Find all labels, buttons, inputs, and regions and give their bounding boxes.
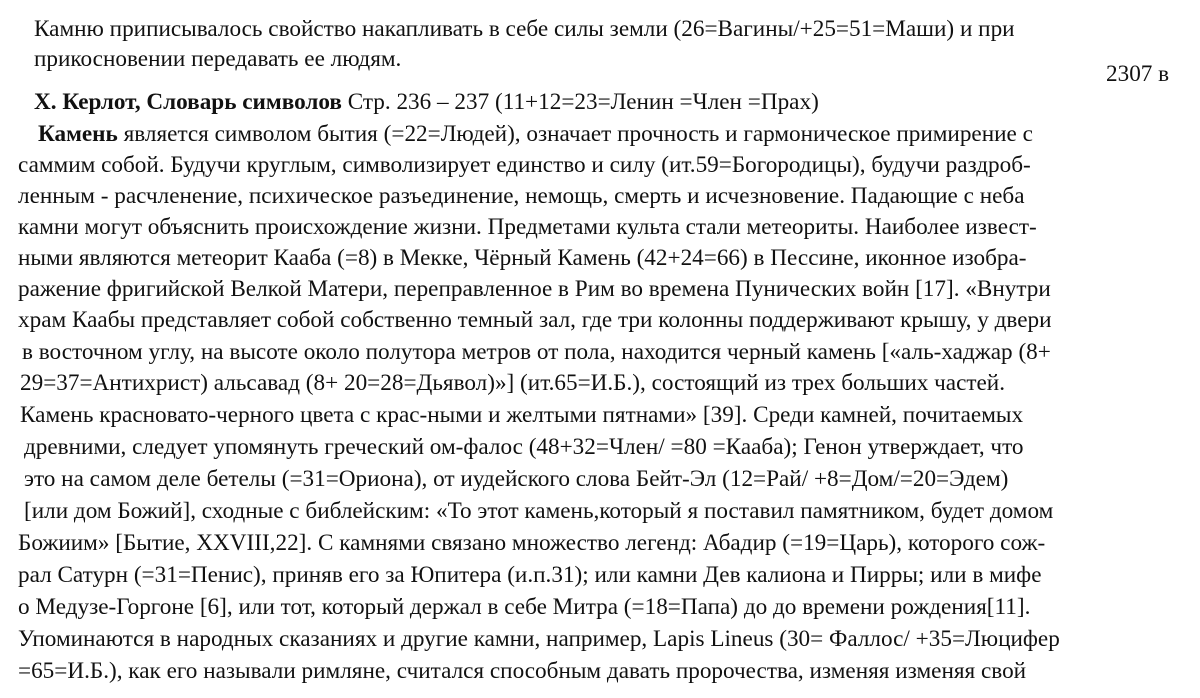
- entry-line-11: древними, следует упомянуть греческий ом-фалос (48+32=Член/ =80 =Кааба); Генон утверждает, что: [24, 434, 1024, 460]
- entry-line-13: [или дом Божий], сходные с библейским: «То этот камень,который я поставил памятником, будет домом: [24, 498, 1054, 524]
- page-number: 2307 в: [1106, 61, 1170, 87]
- source-title: Х. Керлот, Словарь символов: [34, 89, 342, 115]
- entry-term: Камень: [38, 121, 118, 147]
- entry-line-9: 29=37=Антихрист) альсавад (8+ 20=28=Дьявол)»] (ит.65=И.Б.), состоящий из трех больших частей.: [20, 370, 1005, 396]
- entry-line-12: это на самом деле бетелы (=31=Ориона), от иудейского слова Бейт-Эл (12=Рай/ +8=Дом/=20=Эдем): [24, 466, 1009, 492]
- entry-line-2: саммим собой. Будучи круглым, символизирует единство и силу (ит.59=Богородицы), будучи раздроб-: [18, 152, 1031, 178]
- intro-line-1: Камню приписывалось свойство накапливать в себе силы земли (26=Вагины/+25=51=Маши) и при: [34, 16, 1015, 42]
- entry-line-3: ленным - расчленение, психическое разъединение, немощь, смерть и исчезновение. Падающие с неба: [18, 183, 1025, 209]
- entry-line-1: [38, 121, 1033, 148]
- entry-line-17: Упоминаются в народных сказаниях и другие камни, например, Lapis Lineus (30= Фаллос/ +35=Люцифер: [18, 626, 1060, 652]
- source-reference: Стр. 236 – 237 (11+12=23=Ленин =Член =Прах): [341, 89, 819, 115]
- entry-line-6: ражение фригийской Велкой Матери, переправленное в Рим во времена Пунических войн [17]. «Внутри: [18, 276, 1051, 302]
- entry-line-7: храм Каабы представляет собой собственно темный зал, где три колонны поддерживают крышу, у двери: [18, 307, 1052, 333]
- entry-line-5: ными являются метеорит Кааба (=8) в Мекке, Чёрный Камень (42+24=66) в Пессине, иконное изобра-: [18, 245, 1027, 271]
- entry-line-8: в восточном углу, на высоте около полутора метров от пола, находится черный камень [«аль-хаджар (8+: [22, 339, 1051, 365]
- entry-line-4: камни могут объяснить происхождение жизни. Предметами культа стали метеориты. Наиболее извест-: [18, 214, 1037, 240]
- entry-line-18: =65=И.Б.), как его называли римляне, считался способным давать пророчества, изменяя изменяя свой: [18, 658, 1027, 684]
- entry-line-16: о Медузе-Горгоне [6], или тот, который держал в себе Митра (=18=Папа) до до времени рождения[11].: [18, 594, 1031, 620]
- entry-line-10: Камень красновато-черного цвета с крас-ными и желтыми пятнами» [39]. Среди камней, почитаемых: [20, 402, 1024, 428]
- entry-line-14: Божиим» [Бытие, XXVIII,22]. С камнями связано множество легенд: Абадир (=19=Царь), которого сож-: [18, 530, 1046, 556]
- entry-line-15: рал Сатурн (=31=Пенис), приняв его за Юпитера (и.п.31); или камни Дев калиона и Пирры; или в мифе: [18, 562, 1042, 588]
- entry-line-1-text: является символом бытия (=22=Людей), означает прочность и гармоническое примирение с: [117, 121, 1033, 147]
- source-heading: [34, 89, 819, 116]
- intro-line-2: прикосновении передавать ее людям.: [34, 46, 402, 72]
